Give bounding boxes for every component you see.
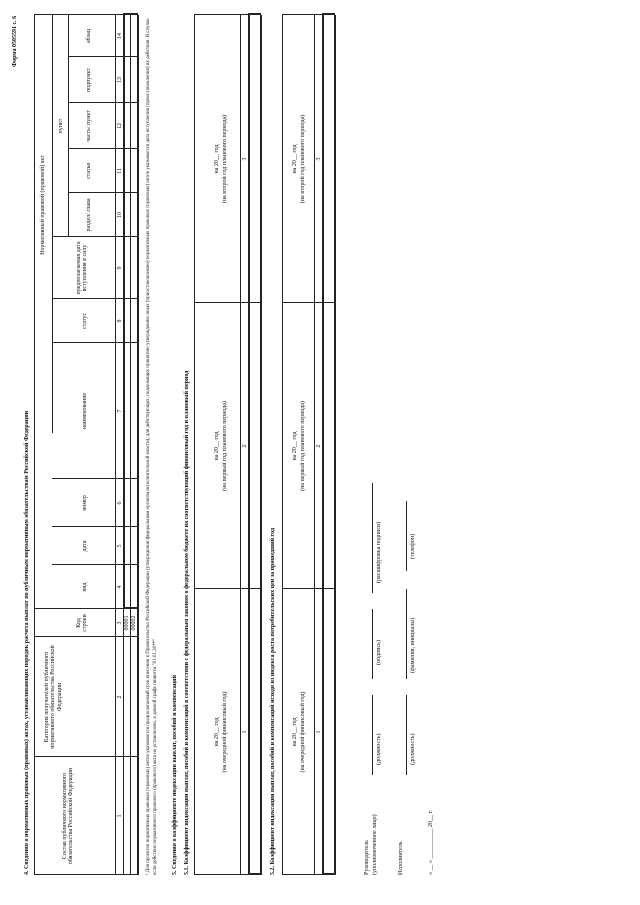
s51-col2-year: на 20__ год — [214, 431, 220, 461]
s52-col2-num: 2 — [316, 444, 322, 448]
section52-title: 5.2. Коэффициент индексации выплат, пособий и компенсаций исходя из индекса роста потребительских цен за прошедший год — [270, 528, 276, 875]
section51-title: 5.1. Коэффициент индексации выплат, пособий и компенсаций в соответствии с федеральным законом о федеральном бюджете на соответствующий финансовый год и плановый период — [184, 370, 190, 875]
col-header-status: статус — [82, 312, 88, 330]
col-header-abzac: абзац — [86, 29, 92, 43]
s52-col3-num: 3 — [316, 157, 322, 161]
s51-col3-year: на 20__ год — [214, 144, 220, 174]
row-code-1: 00001 — [124, 615, 130, 631]
head-decode-caption: (расшифровка подписи) — [376, 521, 382, 583]
col-num-4: 4 — [117, 585, 123, 589]
s52-col2-year: на 20__ год — [292, 431, 298, 461]
col-num-10: 10 — [117, 212, 123, 218]
npa-group-header: Нормативный правовой (правовой) акт — [40, 155, 46, 255]
col-num-5: 5 — [117, 544, 123, 548]
col-num-14: 14 — [117, 33, 123, 39]
exec-phone-caption: (телефон) — [410, 533, 416, 559]
col-header-nomer: номер — [82, 495, 88, 511]
col-num-7: 7 — [117, 409, 123, 413]
date-line: « __ » __________ 20__ г. — [428, 810, 434, 875]
col-num-3: 3 — [117, 621, 123, 625]
s51-col1-num: 1 — [242, 730, 248, 734]
s51-col1-year: на 20__ год — [214, 717, 220, 747]
col-num-11: 11 — [117, 168, 123, 174]
col-header-vid: вид — [82, 582, 88, 592]
row-code-2: 00002 — [131, 615, 137, 631]
exec-label: Исполнитель — [398, 841, 404, 875]
s51-col1-desc: (на очередной финансовый год) — [222, 691, 228, 773]
col-num-2: 2 — [117, 695, 123, 699]
struct-group-header: пункт — [58, 118, 64, 134]
exec-position-caption: (должность) — [410, 733, 416, 765]
col-num-6: 6 — [117, 501, 123, 505]
col-header-razdel: раздел/ глава — [86, 198, 92, 232]
col-num-8: 8 — [117, 319, 123, 323]
col-header-statya: статья — [86, 163, 92, 179]
col-header-naim: наименование — [82, 392, 88, 430]
head-signature-caption: (подпись) — [376, 640, 382, 665]
s52-col3-desc: (на второй год планового периода) — [300, 114, 306, 204]
col-header-date-in: предполагаемая дата вступления в силу — [76, 241, 89, 295]
col-num-12: 12 — [117, 123, 123, 129]
exec-name-caption: (фамилия, инициалы) — [410, 617, 416, 673]
s51-col2-num: 2 — [242, 444, 248, 448]
s52-col3-year: на 20__ год — [292, 144, 298, 174]
col-header-code: Код строки — [76, 614, 89, 632]
head-label: Руководитель — [364, 840, 370, 875]
section4-footnote: ¹ Для проектов нормативных правовых (правовых) актов указывается предполагаемый срок внесения в Правительство Российской Федерации (утверждения федеральным органом исполнительной власти), для действующих, подлежащих принятию утверждению иных (приостановлению) нормативных правовых (правовых) актов указывается дата вступления (приостановления) их действия. В случае если действие нормативного правового (правового) акта не установлено, в данной графе пишется "01.01.20**" — [146, 18, 158, 875]
head-sublabel: (уполномоченное лицо) — [372, 814, 378, 875]
section5-title: 5. Сведения о коэффициенте индексации выплат, пособий и компенсаций — [172, 674, 178, 875]
s51-col3-num: 3 — [242, 157, 248, 161]
s52-col2-desc: (на первый год планового периода) — [300, 401, 306, 491]
col-num-13: 13 — [117, 77, 123, 83]
s52-col1-desc: (на очередной финансовый год) — [300, 691, 306, 773]
head-position-caption: (должность) — [376, 733, 382, 765]
section4-title: 4. Сведения о нормативных правовых (правовых) актах, устанавливающих порядок расчета выплат по публичным нормативным обязательствам Российской Федерации — [24, 410, 30, 875]
col-num-9: 9 — [117, 266, 123, 270]
col-header-data: дата — [82, 540, 88, 552]
col-header-composition: Состав публичного нормативного обязательства Российской Федерации — [62, 767, 75, 865]
col-header-podpunkt: подпункт — [86, 68, 92, 92]
col-header-category: Категория получателей публичного нормативного обязательства Российской Федерации — [44, 645, 63, 749]
s51-col3-desc: (на второй год планового периода) — [222, 114, 228, 204]
col-header-chast: часть/ пункт — [86, 110, 92, 142]
s52-col1-year: на 20__ год — [292, 717, 298, 747]
s51-col2-desc: (на первый год планового периода) — [222, 401, 228, 491]
col-num-1: 1 — [117, 814, 123, 818]
s52-col1-num: 1 — [316, 730, 322, 734]
form-code: Форма 0505591 с. 6 — [12, 15, 18, 67]
